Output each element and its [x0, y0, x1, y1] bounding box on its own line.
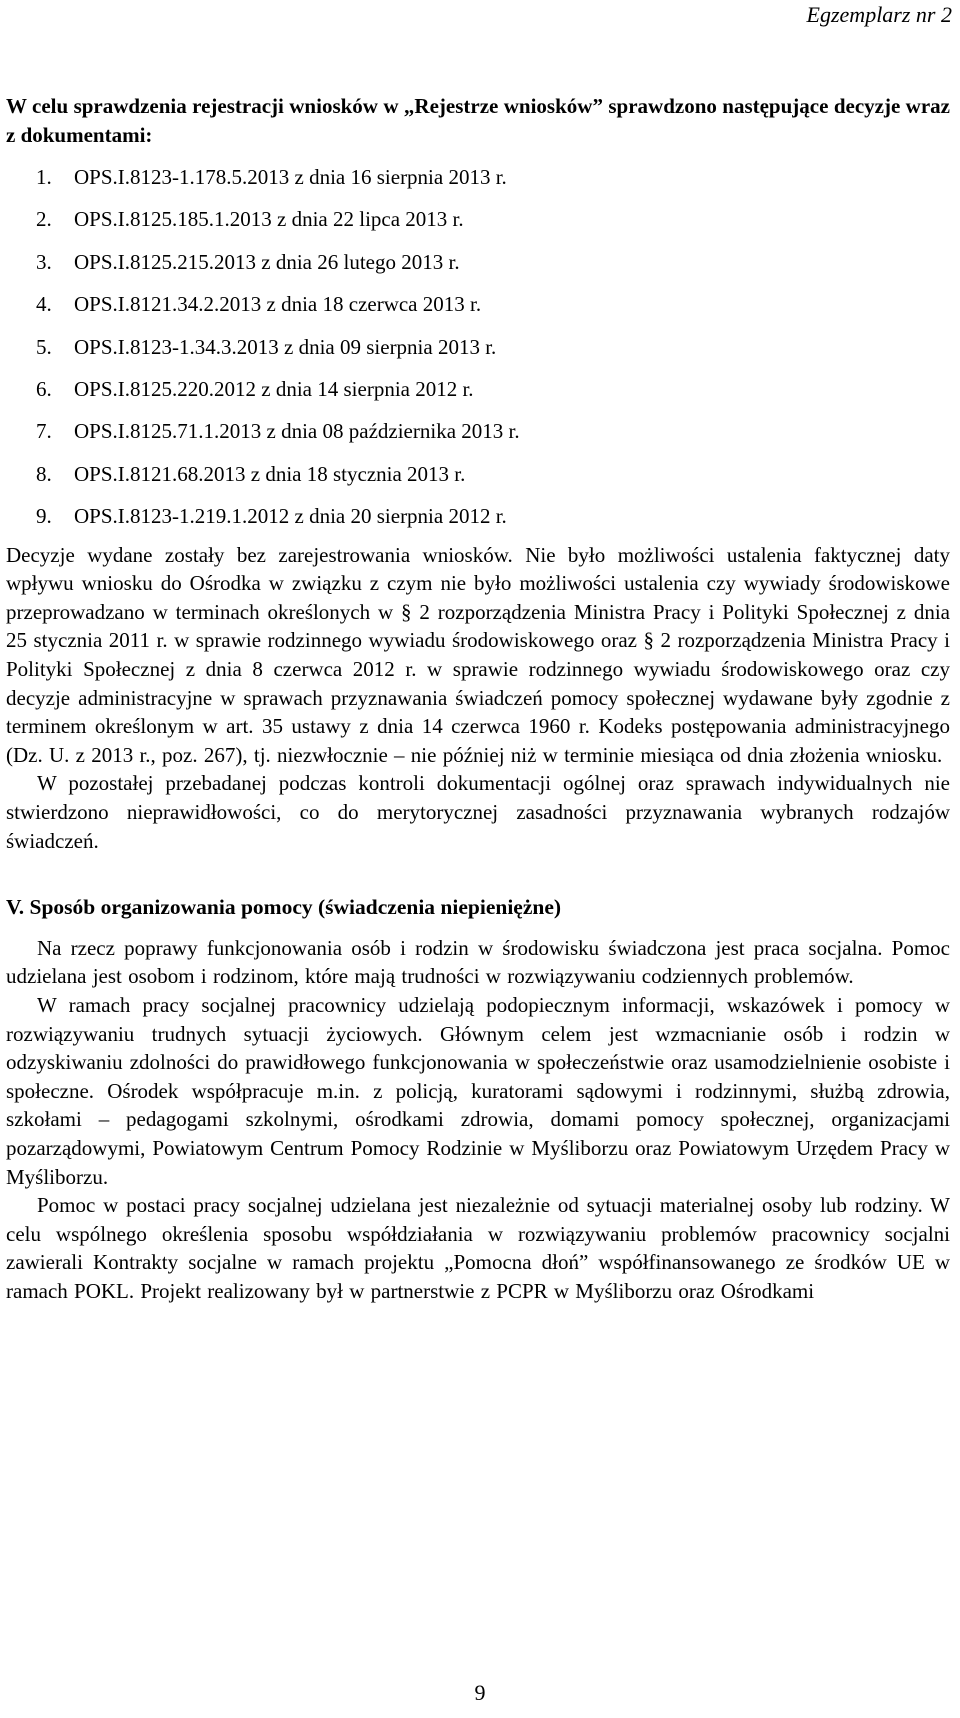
list-item-number: 1.: [36, 164, 52, 189]
list-item-text: OPS.I.8123-1.178.5.2013 z dnia 16 sierpnia 2013 r.: [74, 164, 507, 189]
copy-number-label: Egzemplarz nr 2: [806, 2, 952, 27]
remaining-docs-paragraph: W pozostałej przebadanej podczas kontroli dokumentacji ogólnej oraz sprawach indywidualnych nie stwierdzono nieprawidłowości, co do merytorycznej zasadności przyznawania wybranych rodzajów świadczeń.: [6, 771, 950, 853]
list-item-text: OPS.I.8125.71.1.2013 z dnia 08 października 2013 r.: [74, 419, 520, 444]
section-v-heading: V. Sposób organizowania pomocy (świadczenia niepieniężne): [6, 895, 562, 920]
section-v-paragraph: Na rzecz poprawy funkcjonowania osób i rodzin w środowisku świadczona jest praca socjalna. Pomoc udzielana jest osobom i rodzinom, które mają trudności w rozwiązywaniu codziennych problemów.: [6, 935, 950, 989]
list-item-number: 8.: [36, 461, 52, 486]
page-number: 9: [474, 1680, 486, 1705]
section-v-paragraph: Pomoc w postaci pracy socjalnej udzielana jest niezależnie od sytuacji materialnej osoby lub rodziny. W celu wspólnego określenia sposobu współdziałania w rozwiązywaniu problemów pracownicy socjalni zawierali Kontrakty socjalne w ramach projektu „Pomocna dłoń” współfinansowanego ze środków UE w ramach POKL. Projekt realizowany był w partnerstwie z PCPR w Myśliborzu oraz Ośrodkami: [6, 1193, 950, 1303]
list-item: [6, 361, 950, 403]
document-body: [6, 92, 950, 1306]
list-item: [6, 404, 950, 446]
list-item-number: 4.: [36, 292, 52, 317]
findings-paragraph: Decyzje wydane zostały bez zarejestrowania wniosków. Nie było możliwości ustalenia faktycznej daty wpływu wniosku do Ośrodka w związku z czym nie było możliwości ustalenia czy wywiady środowiskowe przeprowadzano w terminach określonych w § 2 rozporządzenia Ministra Pracy i Polityki Społecznej z dnia 25 stycznia 2011 r. w sprawie rodzinnego wywiadu środowiskowego oraz § 2 rozporządzenia Ministra Pracy i Polityki Społecznej z dnia 8 czerwca 2012 r. w sprawie rodzinnego wywiadu środowiskowego oraz czy decyzje administracyjne w sprawach przyznawania świadczeń pomocy społecznej wydawane były zgodnie z terminem określonym w art. 35 ustawy z dnia 14 czerwca 1960 r. Kodeks postępowania administracyjnego (Dz. U. z 2013 r., poz. 267), tj. niezwłocznie – nie później niż w terminie miesiąca od dnia złożenia wniosku.: [6, 542, 950, 767]
list-item-text: OPS.I.8125.215.2013 z dnia 26 lutego 2013 r.: [74, 249, 460, 274]
section-v-paragraph: W ramach pracy socjalnej pracownicy udzielają podopiecznym informacji, wskazówek i pomocy w rozwiązywaniu trudnych sytuacji życiowych. Głównym celem jest wzmacnianie osób i rodzin w odzyskiwaniu zdolności do prawidłowego funkcjonowania w społeczeństwie oraz usamodzielnienie osobiste i społeczne. Ośrodek współpracuje m.in. z policją, kuratorami sądowymi i rodzinnymi, służbą zdrowia, szkołami – pedagogami szkolnymi, ośrodkami zdrowia, domami pomocy społecznej, organizacjami pozarządowymi, Powiatowym Centrum Pomocy Rodzinie w Myśliborzu oraz Powiatowym Urzędem Pracy w Myśliborzu.: [6, 993, 950, 1189]
list-item-number: 7.: [36, 419, 52, 444]
list-item-text: OPS.I.8125.220.2012 z dnia 14 sierpnia 2012 r.: [74, 376, 474, 401]
intro-paragraph: W celu sprawdzenia rejestracji wniosków w „Rejestrze wniosków” sprawdzono następujące decyzje wraz z dokumentami:: [6, 94, 950, 147]
list-item: [6, 488, 950, 530]
list-item-number: 2.: [36, 207, 52, 232]
list-item-number: 3.: [36, 249, 52, 274]
list-item: [6, 149, 950, 191]
list-item-text: OPS.I.8123-1.34.3.2013 z dnia 09 sierpnia 2013 r.: [74, 334, 497, 359]
list-item-text: OPS.I.8123-1.219.1.2012 z dnia 20 sierpnia 2012 r.: [74, 504, 507, 529]
list-item-number: 6.: [36, 376, 52, 401]
list-item-text: OPS.I.8121.68.2013 z dnia 18 stycznia 2013 r.: [74, 461, 466, 486]
list-item: [6, 319, 950, 361]
decision-list: [6, 149, 950, 531]
list-item-text: OPS.I.8121.34.2.2013 z dnia 18 czerwca 2013 r.: [74, 292, 482, 317]
list-item-number: 5.: [36, 334, 52, 359]
list-item-text: OPS.I.8125.185.1.2013 z dnia 22 lipca 2013 r.: [74, 207, 464, 232]
list-item: [6, 192, 950, 234]
list-item: [6, 276, 950, 318]
list-item: [6, 446, 950, 488]
list-item: [6, 234, 950, 276]
list-item-number: 9.: [36, 504, 52, 529]
